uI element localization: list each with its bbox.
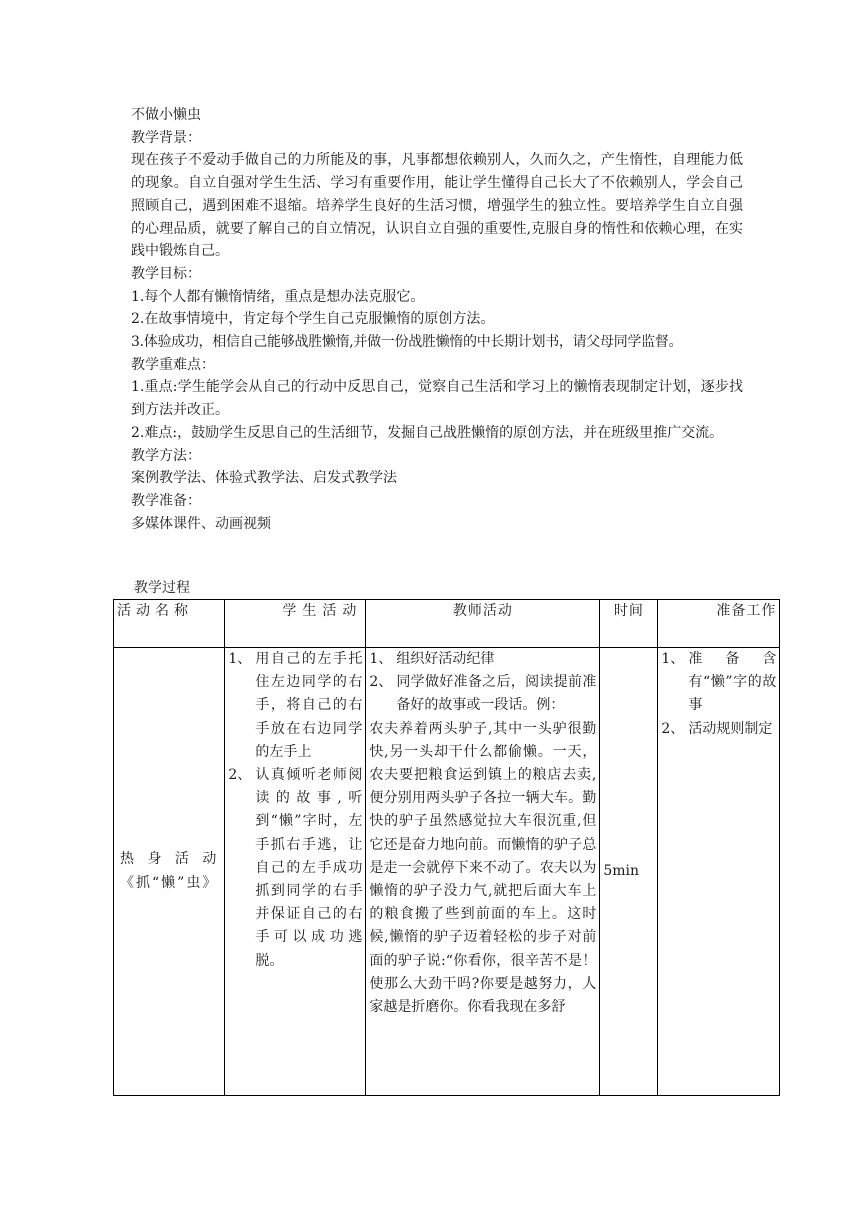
step-number: 1、 — [661, 651, 685, 667]
step-text: 同学做好准备之后，阅读提前准备好的故事或一段话。例： — [396, 674, 597, 714]
goal-item: 3.体验成功，相信自己能够战胜懒惰,并做一份战胜懒惰的中长期计划书，请父母同学监督。 — [131, 334, 683, 351]
background-paragraph: 现在孩子不爱动手做自己的力所能及的事，凡事都想依赖别人，久而久之，产生惰性，自理能力低的现象。自立自强对学生生活、学习有重要作用，能让学生懂得自己长大了不依赖别人，学会自己照顾自己，遇到困难不退缩。培养学生良好的生活习惯，增强学生的独立性。要培养学生自立自强的心理品质，就要了解自己的自立情况，认识自立自强的重要性,克服自身的惰性和依赖心理，在实践中锻炼自己。 — [131, 152, 743, 260]
key-point-item: 1.重点:学生能学会从自己的行动中反思自己，觉察自己生活和学习上的懒惰表现制定计划，逐步找到方法并改正。 — [131, 379, 743, 419]
header-time: 时间 — [600, 600, 658, 648]
activity-name-cell: 热身活动《抓“懒”虫》 — [114, 648, 225, 1096]
teacher-steps-list — [369, 648, 596, 718]
preparation-cell — [658, 648, 780, 1096]
student-activity-cell — [225, 648, 366, 1096]
table-header-row — [114, 600, 780, 648]
methods-heading: 教学方法： — [131, 447, 201, 464]
time-cell: 5min — [600, 648, 658, 1096]
list-item — [661, 718, 776, 741]
step-number: 1、 — [228, 651, 252, 667]
step-text: 认真倾听老师阅读的故事,听到“懒”字时，左手抓右手逃，让自己的左手成功抓到同学的右手并保证自己的右手可以成功逃脱。 — [255, 767, 363, 969]
methods-text: 案例教学法、体验式教学法、启发式教学法 — [131, 470, 397, 487]
preparation-heading: 教学准备： — [131, 492, 201, 509]
list-item — [369, 648, 596, 671]
student-steps-list — [228, 648, 362, 973]
key-points-heading: 教学重难点： — [131, 356, 215, 373]
goals-heading: 教学目标： — [131, 265, 201, 282]
list-item — [228, 648, 362, 764]
header-activity-name: 活动名称 — [114, 600, 225, 648]
key-point-item: 2.难点:，鼓励学生反思自己的生活细节，发掘自己战胜懒惰的原创方法，并在班级里推广交流。 — [131, 424, 724, 441]
step-number: 2、 — [369, 674, 393, 691]
list-item — [661, 648, 776, 718]
background-heading: 教学背景： — [131, 129, 201, 146]
step-number: 2、 — [228, 767, 252, 784]
list-item — [369, 671, 596, 717]
teacher-activity-cell — [366, 648, 600, 1096]
header-preparation: 准备工作 — [658, 600, 780, 648]
story-text: 农夫养着两头驴子,其中一头驴很勤快,另一头却干什么都偷懒。一天，农夫要把粮食运到镇上的粮店去卖,便分别用两头驴子各拉一辆大车。勤快的驴子虽然感觉拉大车很沉重,但它还是奋力地向前。而懒惰的驴子总是走一会就停下来不动了。农夫以为懒惰的驴子没力气,就把后面大车上的粮食搬了些到前面的车上。这时候,懒惰的驴子迈着轻松的步子对前面的驴子说:“你看你，很辛苦不是！使那么大劲干吗?你要是越努力，人家越是折磨你。你看我现在多舒 — [369, 720, 597, 1016]
step-number: 2、 — [661, 720, 685, 737]
preparation-steps-list — [661, 648, 776, 741]
list-item — [228, 764, 362, 973]
header-teacher-activity: 教师活动 — [366, 600, 600, 648]
step-number: 1、 — [369, 651, 393, 667]
process-title: 教学过程 — [134, 580, 190, 596]
step-text: 组织好活动纪律 — [396, 651, 495, 667]
step-text: 活动规则制定 — [688, 720, 773, 737]
goal-item: 2.在故事情境中，肯定每个学生自己克服懒惰的原创方法。 — [131, 311, 495, 328]
step-text: 用自己的左手托住左边同学的右手，将自己的右手放在右边同学的左手上 — [255, 651, 363, 760]
preparation-text: 多媒体课件、动画视频 — [131, 515, 271, 532]
process-table — [113, 599, 780, 1096]
step-text: 准备含有“懒”字的故事 — [688, 651, 777, 714]
intro-section — [131, 104, 743, 535]
document-title: 不做小懒虫 — [131, 107, 201, 123]
header-student-activity: 学生活动 — [225, 600, 366, 648]
goal-item: 1.每个人都有懒惰情绪，重点是想办法克服它。 — [131, 288, 425, 305]
table-row — [114, 648, 780, 1096]
